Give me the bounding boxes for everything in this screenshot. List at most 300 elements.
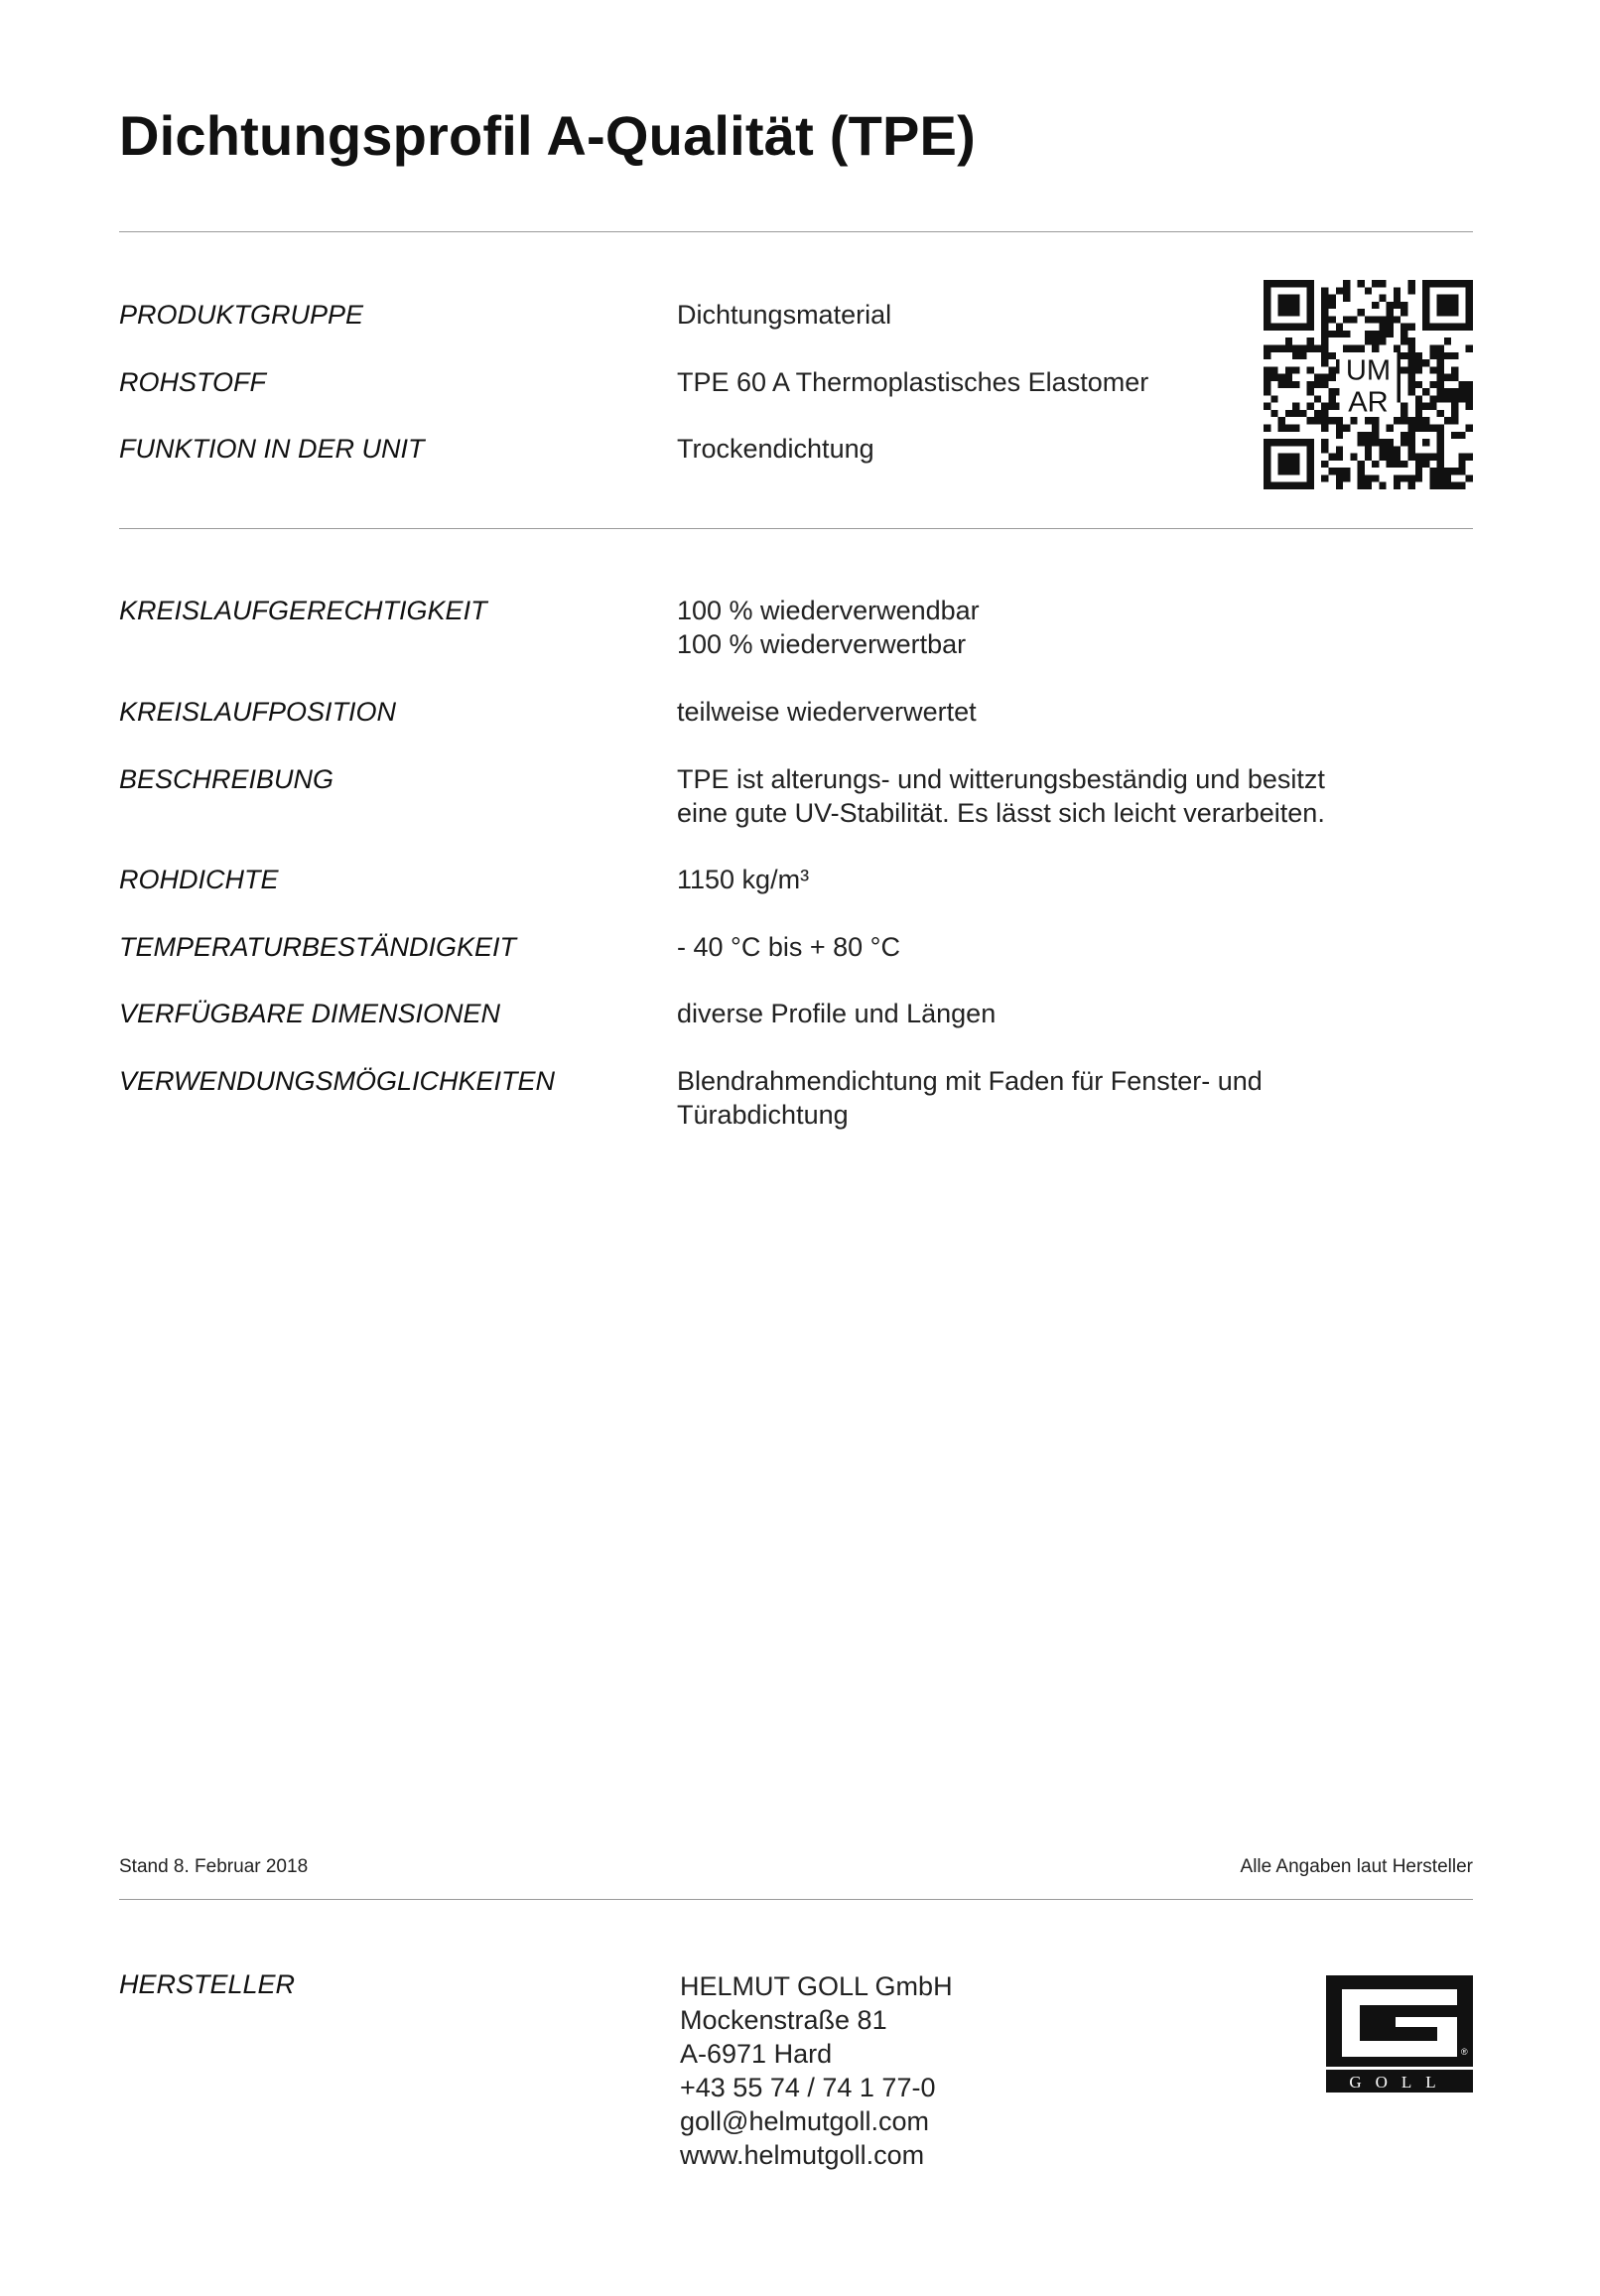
qr-module	[1400, 309, 1407, 316]
qr-module	[1307, 324, 1314, 331]
qr-module	[1451, 352, 1458, 359]
divider-footer	[119, 1899, 1473, 1900]
qr-module	[1466, 280, 1473, 287]
qr-module	[1394, 454, 1400, 461]
spec-value-line: Trockendichtung	[677, 434, 874, 464]
qr-module	[1415, 359, 1422, 366]
qr-module	[1444, 482, 1451, 489]
qr-module	[1466, 324, 1473, 331]
qr-module	[1466, 381, 1473, 388]
qr-module	[1292, 461, 1299, 468]
qr-module	[1264, 309, 1270, 316]
qr-module	[1307, 461, 1314, 468]
qr-module	[1350, 344, 1357, 351]
qr-module	[1379, 454, 1386, 461]
qr-module	[1400, 403, 1407, 410]
qr-module	[1422, 454, 1429, 461]
qr-module	[1328, 331, 1335, 338]
qr-module	[1299, 410, 1306, 417]
qr-module	[1292, 324, 1299, 331]
qr-module	[1437, 302, 1444, 309]
qr-module	[1350, 316, 1357, 323]
qr-module	[1387, 324, 1394, 331]
spec-value-line: diverse Profile und Längen	[677, 999, 997, 1028]
qr-module	[1264, 352, 1270, 359]
qr-module	[1321, 417, 1328, 424]
qr-module	[1292, 410, 1299, 417]
qr-module	[1451, 403, 1458, 410]
qr-module	[1451, 295, 1458, 302]
qr-module	[1415, 395, 1422, 402]
qr-module	[1328, 395, 1335, 402]
qr-module	[1321, 344, 1328, 351]
spec-value	[677, 930, 1411, 964]
qr-module	[1408, 280, 1415, 287]
qr-module	[1343, 468, 1350, 474]
qr-module	[1458, 280, 1465, 287]
qr-module	[1365, 474, 1372, 481]
qr-module	[1336, 324, 1343, 331]
qr-module	[1321, 287, 1328, 294]
qr-module	[1307, 446, 1314, 453]
qr-module	[1321, 446, 1328, 453]
divider-middle	[119, 528, 1473, 529]
qr-module	[1437, 454, 1444, 461]
qr-module	[1387, 331, 1394, 338]
qr-module	[1437, 309, 1444, 316]
qr-module	[1400, 302, 1407, 309]
qr-module	[1415, 417, 1422, 424]
spec-value	[677, 997, 1411, 1030]
manufacturer-label: HERSTELLER	[119, 1969, 296, 1999]
qr-module	[1408, 439, 1415, 446]
qr-module	[1429, 324, 1436, 331]
qr-module	[1437, 468, 1444, 474]
qr-module	[1394, 302, 1400, 309]
qr-module	[1372, 302, 1379, 309]
qr-module	[1321, 374, 1328, 381]
qr-module	[1365, 316, 1372, 323]
qr-module	[1343, 295, 1350, 302]
qr-module	[1444, 395, 1451, 402]
spec-value-line: Türabdichtung	[677, 1100, 849, 1130]
qr-module	[1415, 403, 1422, 410]
qr-module	[1408, 352, 1415, 359]
qr-module	[1372, 425, 1379, 432]
qr-module	[1458, 461, 1465, 468]
qr-module	[1264, 287, 1270, 294]
manufacturer-address	[680, 1969, 953, 2172]
qr-module	[1314, 374, 1321, 381]
manufacturer-website[interactable]: www.helmutgoll.com	[680, 2140, 925, 2170]
qr-module	[1264, 366, 1270, 373]
qr-module	[1437, 374, 1444, 381]
qr-module	[1264, 374, 1270, 381]
qr-module	[1285, 309, 1292, 316]
qr-module	[1321, 403, 1328, 410]
qr-module	[1307, 366, 1314, 373]
qr-module	[1379, 338, 1386, 344]
qr-module	[1278, 302, 1285, 309]
spec-label: TEMPERATURBESTÄNDIGKEIT	[119, 932, 517, 962]
qr-module	[1336, 287, 1343, 294]
qr-module	[1292, 454, 1299, 461]
qr-module	[1343, 287, 1350, 294]
qr-module	[1299, 352, 1306, 359]
qr-module	[1466, 474, 1473, 481]
qr-module	[1408, 366, 1415, 373]
qr-module	[1400, 324, 1407, 331]
qr-module	[1264, 403, 1270, 410]
qr-module	[1278, 439, 1285, 446]
qr-module	[1408, 454, 1415, 461]
qr-module	[1299, 344, 1306, 351]
qr-module	[1400, 432, 1407, 439]
qr-module	[1264, 302, 1270, 309]
qr-module	[1343, 331, 1350, 338]
qr-module	[1387, 439, 1394, 446]
svg-text:®: ®	[1461, 2047, 1468, 2057]
qr-module	[1307, 417, 1314, 424]
qr-module	[1292, 381, 1299, 388]
qr-module	[1285, 439, 1292, 446]
qr-module	[1372, 474, 1379, 481]
spec-value	[677, 594, 1411, 661]
qr-module	[1336, 446, 1343, 453]
qr-module	[1292, 280, 1299, 287]
qr-module	[1451, 410, 1458, 417]
qr-module	[1285, 344, 1292, 351]
qr-module	[1264, 482, 1270, 489]
qr-module	[1372, 331, 1379, 338]
qr-module	[1270, 374, 1277, 381]
qr-module	[1422, 295, 1429, 302]
qr-module	[1408, 446, 1415, 453]
qr-module	[1408, 359, 1415, 366]
qr-module	[1466, 344, 1473, 351]
spec-label: KREISLAUFGERECHTIGKEIT	[119, 596, 487, 625]
qr-module	[1415, 474, 1422, 481]
qr-module	[1466, 454, 1473, 461]
spec-value	[677, 695, 1411, 729]
qr-module	[1292, 425, 1299, 432]
qr-module	[1278, 482, 1285, 489]
qr-module	[1400, 410, 1407, 417]
qr-module	[1408, 344, 1415, 351]
qr-module	[1299, 482, 1306, 489]
qr-module	[1408, 432, 1415, 439]
qr-module	[1307, 474, 1314, 481]
qr-module	[1437, 425, 1444, 432]
qr-module	[1278, 417, 1285, 424]
spec-value	[677, 1064, 1411, 1132]
qr-module	[1437, 359, 1444, 366]
qr-module	[1429, 395, 1436, 402]
qr-module	[1285, 280, 1292, 287]
qr-module	[1328, 454, 1335, 461]
qr-module	[1400, 338, 1407, 344]
qr-module	[1415, 468, 1422, 474]
qr-module	[1264, 454, 1270, 461]
qr-module	[1429, 352, 1436, 359]
qr-module	[1336, 331, 1343, 338]
qr-module	[1321, 425, 1328, 432]
qr-module	[1285, 461, 1292, 468]
qr-module	[1321, 316, 1328, 323]
spec-label: ROHDICHTE	[119, 865, 279, 894]
qr-module	[1400, 474, 1407, 481]
qr-module	[1278, 468, 1285, 474]
qr-module	[1451, 388, 1458, 395]
qr-module	[1429, 344, 1436, 351]
qr-module	[1278, 454, 1285, 461]
qr-module	[1328, 388, 1335, 395]
qr-module	[1437, 324, 1444, 331]
qr-module	[1270, 344, 1277, 351]
qr-module	[1285, 410, 1292, 417]
spec-value	[677, 762, 1411, 830]
qr-module	[1321, 439, 1328, 446]
qr-module	[1264, 295, 1270, 302]
qr-module	[1365, 331, 1372, 338]
qr-module	[1429, 482, 1436, 489]
qr-module	[1394, 417, 1400, 424]
qr-module	[1321, 324, 1328, 331]
qr-module	[1444, 352, 1451, 359]
qr-module	[1400, 366, 1407, 373]
qr-module	[1365, 482, 1372, 489]
qr-module	[1372, 432, 1379, 439]
qr-module	[1285, 374, 1292, 381]
qr-module	[1444, 295, 1451, 302]
spec-label: FUNKTION IN DER UNIT	[119, 434, 425, 464]
qr-module	[1466, 388, 1473, 395]
qr-module	[1292, 482, 1299, 489]
qr-module	[1278, 324, 1285, 331]
qr-module	[1343, 316, 1350, 323]
manufacturer-phone: +43 55 74 / 74 1 77-0	[680, 2073, 936, 2102]
qr-module	[1444, 388, 1451, 395]
qr-module	[1387, 461, 1394, 468]
qr-module	[1451, 417, 1458, 424]
qr-module	[1394, 446, 1400, 453]
qr-module	[1285, 338, 1292, 344]
spec-value-line: 100 % wiederverwendbar	[677, 596, 980, 625]
qr-code-icon	[1264, 280, 1473, 489]
qr-module	[1314, 395, 1321, 402]
qr-module	[1292, 302, 1299, 309]
qr-module	[1321, 474, 1328, 481]
qr-module	[1278, 461, 1285, 468]
qr-module	[1429, 474, 1436, 481]
qr-module	[1343, 474, 1350, 481]
qr-module	[1387, 454, 1394, 461]
qr-module	[1422, 461, 1429, 468]
qr-module	[1408, 381, 1415, 388]
spec-label: KREISLAUFPOSITION	[119, 697, 397, 727]
qr-module	[1444, 302, 1451, 309]
qr-module	[1422, 403, 1429, 410]
qr-module	[1408, 374, 1415, 381]
qr-module	[1429, 280, 1436, 287]
manufacturer-note: Alle Angaben laut Hersteller	[1240, 1856, 1473, 1877]
qr-module	[1292, 344, 1299, 351]
qr-module	[1264, 439, 1270, 446]
qr-module	[1451, 280, 1458, 287]
qr-module	[1422, 309, 1429, 316]
qr-module	[1270, 280, 1277, 287]
qr-module	[1394, 344, 1400, 351]
qr-module	[1343, 425, 1350, 432]
qr-module	[1264, 388, 1270, 395]
qr-module	[1278, 295, 1285, 302]
qr-module	[1299, 280, 1306, 287]
qr-module	[1458, 454, 1465, 461]
qr-module	[1321, 295, 1328, 302]
qr-module	[1358, 309, 1365, 316]
qr-module	[1466, 302, 1473, 309]
qr-module	[1451, 395, 1458, 402]
qr-module	[1264, 280, 1270, 287]
qr-module	[1437, 295, 1444, 302]
qr-module	[1336, 432, 1343, 439]
qr-module	[1387, 446, 1394, 453]
qr-module	[1400, 331, 1407, 338]
qr-module	[1365, 446, 1372, 453]
qr-module	[1379, 482, 1386, 489]
qr-module	[1422, 388, 1429, 395]
qr-module	[1372, 344, 1379, 351]
qr-module	[1466, 287, 1473, 294]
qr-module	[1307, 287, 1314, 294]
qr-module	[1458, 395, 1465, 402]
qr-module	[1358, 474, 1365, 481]
qr-module	[1444, 338, 1451, 344]
qr-module	[1292, 366, 1299, 373]
goll-logo	[1326, 1975, 1473, 2093]
qr-module	[1422, 324, 1429, 331]
qr-module	[1437, 381, 1444, 388]
spec-value-line: 1150 kg/m³	[677, 865, 810, 894]
qr-module	[1415, 352, 1422, 359]
spec-label: VERWENDUNGSMÖGLICHKEITEN	[119, 1066, 556, 1096]
qr-module	[1307, 280, 1314, 287]
qr-module	[1292, 468, 1299, 474]
qr-module	[1336, 454, 1343, 461]
manufacturer-email[interactable]: goll@helmutgoll.com	[680, 2106, 930, 2136]
spec-value	[677, 863, 1411, 896]
qr-module	[1451, 482, 1458, 489]
qr-module	[1444, 374, 1451, 381]
qr-module	[1307, 381, 1314, 388]
qr-module	[1408, 482, 1415, 489]
qr-module	[1387, 316, 1394, 323]
qr-module	[1429, 366, 1436, 373]
qr-module	[1307, 403, 1314, 410]
qr-module	[1278, 425, 1285, 432]
qr-module	[1372, 461, 1379, 468]
qr-module	[1285, 468, 1292, 474]
qr-module	[1437, 344, 1444, 351]
qr-module	[1458, 468, 1465, 474]
qr-module	[1451, 366, 1458, 373]
qr-module	[1408, 425, 1415, 432]
qr-module	[1365, 432, 1372, 439]
qr-module	[1264, 474, 1270, 481]
qr-module	[1292, 352, 1299, 359]
qr-module	[1285, 302, 1292, 309]
qr-module	[1328, 403, 1335, 410]
qr-module	[1466, 309, 1473, 316]
qr-module	[1307, 388, 1314, 395]
qr-module	[1336, 474, 1343, 481]
qr-module	[1292, 295, 1299, 302]
qr-module	[1437, 446, 1444, 453]
qr-module	[1264, 324, 1270, 331]
qr-module	[1365, 287, 1372, 294]
qr-module	[1400, 461, 1407, 468]
qr-module	[1292, 439, 1299, 446]
qr-module	[1372, 338, 1379, 344]
manufacturer-city: A-6971 Hard	[680, 2039, 833, 2069]
qr-module	[1336, 468, 1343, 474]
qr-module	[1444, 324, 1451, 331]
qr-module	[1307, 338, 1314, 344]
qr-module	[1379, 446, 1386, 453]
qr-module	[1415, 425, 1422, 432]
spec-value-line: 100 % wiederverwertbar	[677, 629, 967, 659]
qr-module	[1379, 316, 1386, 323]
qr-module	[1422, 316, 1429, 323]
qr-module	[1336, 425, 1343, 432]
qr-module	[1466, 403, 1473, 410]
qr-module	[1437, 439, 1444, 446]
qr-module	[1307, 316, 1314, 323]
spec-label: BESCHREIBUNG	[119, 764, 334, 794]
qr-module	[1270, 410, 1277, 417]
qr-module	[1307, 309, 1314, 316]
qr-module	[1307, 439, 1314, 446]
spec-value-line: teilweise wiederverwertet	[677, 697, 977, 727]
qr-module	[1285, 366, 1292, 373]
qr-module	[1372, 316, 1379, 323]
qr-module	[1321, 309, 1328, 316]
qr-module	[1314, 417, 1321, 424]
qr-module	[1365, 454, 1372, 461]
qr-module	[1307, 295, 1314, 302]
qr-module	[1285, 454, 1292, 461]
qr-module	[1285, 425, 1292, 432]
qr-module	[1264, 381, 1270, 388]
qr-module	[1343, 344, 1350, 351]
qr-module	[1429, 468, 1436, 474]
qr-module	[1372, 280, 1379, 287]
qr-module	[1451, 302, 1458, 309]
qr-module	[1422, 302, 1429, 309]
qr-module	[1270, 439, 1277, 446]
qr-module	[1365, 439, 1372, 446]
qr-module	[1422, 439, 1429, 446]
qr-module	[1314, 410, 1321, 417]
qr-module	[1394, 474, 1400, 481]
qr-module	[1415, 454, 1422, 461]
qr-module	[1307, 302, 1314, 309]
qr-module	[1299, 439, 1306, 446]
qr-module	[1336, 482, 1343, 489]
qr-module	[1458, 324, 1465, 331]
qr-module	[1451, 374, 1458, 381]
goll-logo-icon	[1326, 1975, 1473, 2093]
